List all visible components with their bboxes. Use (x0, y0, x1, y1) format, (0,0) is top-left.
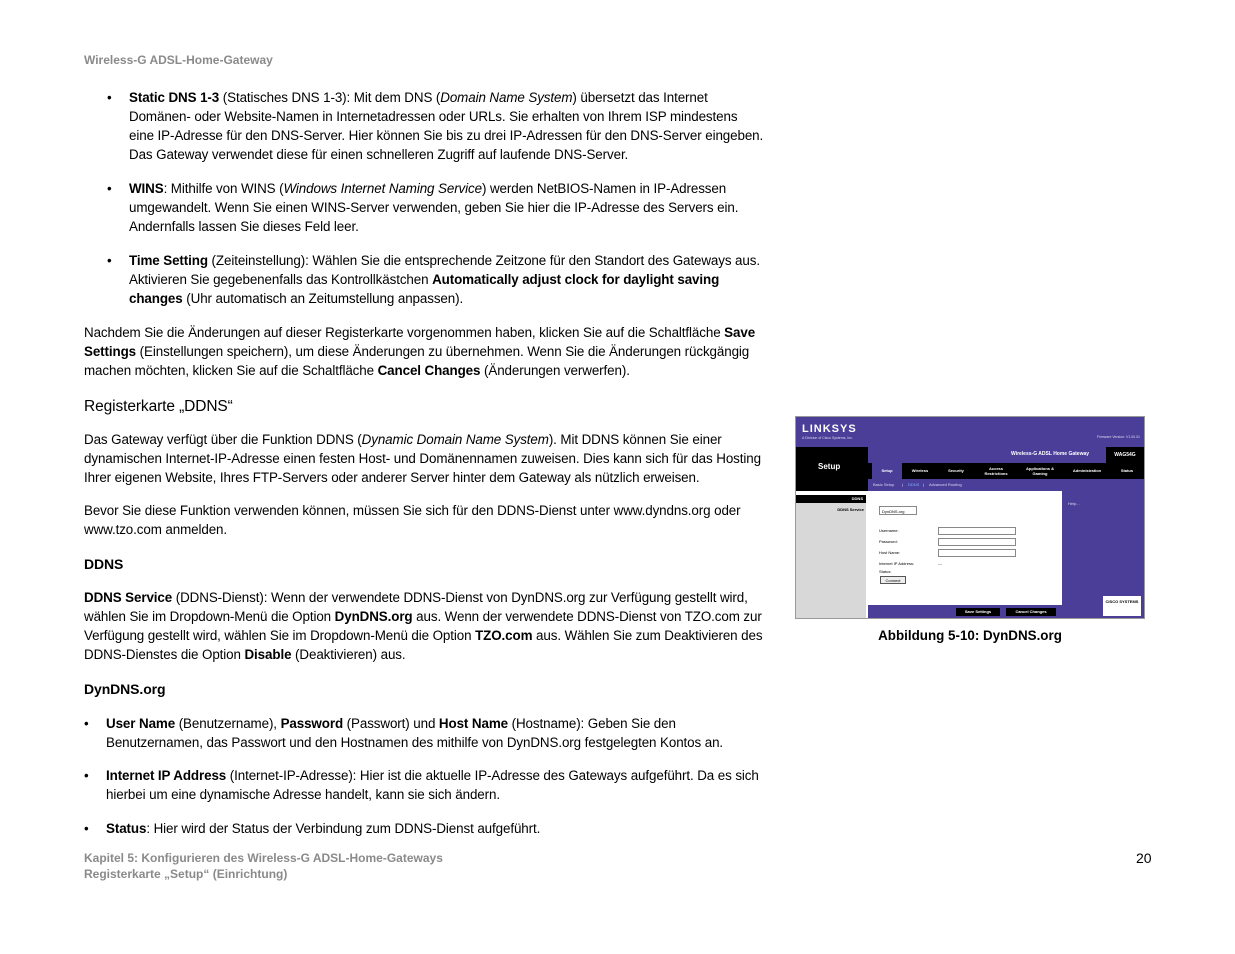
page-number: 20 (1136, 850, 1152, 866)
section-title-ddns-tab: Registerkarte „DDNS“ (84, 398, 233, 415)
subtab-divider: | (902, 482, 904, 487)
bullet-user-name: • User Name (Benutzername), Password (Passwort) und Host Name (Hostname): Geben Sie den Benutzernamen, das Passwort und den Hostnamen des mithilfe von DynDNS.org festgelegten Kontos an. (84, 714, 764, 752)
figure-screenshot-ddns (795, 416, 1145, 619)
footer-section: Registerkarte „Setup“ (Einrichtung) (84, 867, 288, 881)
connect-button[interactable]: Connect (880, 576, 906, 584)
paragraph-ddns-intro: Das Gateway verfügt über die Funktion DDNS (Dynamic Domain Name System). Mit DDNS können Sie einer dynamischen Internet-IP-Adresse einen festen Host- und Domänennamen zuweisen. Dies kann sich für das Hosting Ihrer eigenen Website, Ihres FTP-Servers oder anderer Server hinter dem Gateway als nützlich erweisen. (84, 432, 761, 485)
host-name-label: Host Name: (879, 550, 901, 555)
product-name: Wireless-G ADSL Home Gateway (1011, 451, 1090, 457)
status-label: Status: (879, 569, 892, 574)
running-footer (84, 850, 443, 882)
subtab-basic-setup[interactable]: Basic Setup (873, 482, 895, 487)
password-label: Password: (879, 539, 898, 544)
ddns-group-header: DDNS (796, 495, 866, 503)
running-header: Wireless-G ADSL-Home-Gateway (84, 53, 273, 67)
figure-caption: Abbildung 5-10: DynDNS.org (878, 628, 1062, 643)
internet-ip-label: Internet IP Address: (879, 561, 915, 566)
paragraph-ddns-register: Bevor Sie diese Funktion verwenden können, müssen Sie sich für den DDNS-Dienst unter www.dyndns.org oder www.tzo.com anmelden. (84, 503, 741, 537)
internet-ip-value: --- (938, 561, 942, 566)
subtab-ddns[interactable]: DDNS (908, 482, 920, 487)
product-bar (868, 447, 1144, 463)
heading-dyndns: DynDNS.org (84, 681, 166, 697)
bullet-internet-ip: • Internet IP Address (Internet-IP-Adresse): Hier ist die aktuelle IP-Adresse des Gateways aufgeführt. Da es sich hierbei um eine dynamische Adresse handelt, kann sie sich ändern. (84, 766, 764, 804)
password-input[interactable] (938, 538, 1016, 546)
tab-status[interactable]: Status (1120, 468, 1134, 473)
bullet-wins: • WINS: Mithilfe von WINS (Windows Internet Naming Service) werden NetBIOS-Namen in IP-Adressen umgewandelt. Wenn Sie einen WINS-Server verwenden, geben Sie hier die IP-Adresse des Servers ein. Andernfalls lassen Sie dieses Feld leer. (84, 179, 764, 236)
main-text-column (84, 88, 764, 838)
tab-wireless[interactable]: Wireless (911, 468, 929, 473)
section-label-setup: Setup (818, 462, 841, 471)
linksys-logo: LINKSYS (802, 423, 857, 435)
tab-access-restrictions[interactable]: Access Restrictions (984, 466, 1008, 476)
save-settings-button[interactable]: Save Settings (956, 608, 1000, 616)
heading-ddns: DDNS (84, 556, 124, 572)
bullet-time-setting: • Time Setting (Zeiteinstellung): Wählen Sie die entsprechende Zeitzone für den Standort des Gateways aus. Aktivieren Sie gegebenenfalls das Kontrollkästchen Automatically adjust clock for daylight saving changes (Uhr automatisch an Zeitumstellung anpassen). (84, 251, 764, 308)
left-label-column (796, 495, 866, 619)
ddns-service-label: DDNS Service (837, 507, 864, 512)
cisco-logo: CISCO SYSTEMS (1103, 596, 1141, 616)
ddns-service-select[interactable]: DynDNS.org (879, 506, 917, 515)
footer-chapter: Kapitel 5: Konfigurieren des Wireless-G ADSL-Home-Gateways (84, 851, 443, 865)
help-link[interactable]: Help... (1068, 501, 1080, 506)
tab-setup[interactable]: Setup (881, 468, 893, 473)
subtab-divider: | (923, 482, 925, 487)
username-label: Username: (879, 528, 899, 533)
subtab-advanced-routing[interactable]: Advanced Routing (929, 482, 962, 487)
username-input[interactable] (938, 527, 1016, 535)
tab-administration[interactable]: Administration (1072, 468, 1102, 473)
cancel-changes-button[interactable]: Cancel Changes (1006, 608, 1056, 616)
bullet-status: • Status: Hier wird der Status der Verbindung zum DDNS-Dienst aufgeführt. (84, 819, 764, 838)
host-name-input[interactable] (938, 549, 1016, 557)
logo-subtitle: A Division of Cisco Systems, Inc. (802, 436, 853, 440)
model-badge: WAG54G (1106, 447, 1144, 463)
paragraph-ddns-service: DDNS Service (DDNS-Dienst): Wenn der verwendete DDNS-Dienst von DynDNS.org zur Verfügung gestellt wird, wählen Sie im Dropdown-Menü die Option DynDNS.org aus. Wenn der verwendete DDNS-Dienst von TZO.com zur Verfügung gestellt wird, wählen Sie im Dropdown-Menü die Option TZO.com aus. Wählen Sie zum Deaktivieren des DDNS-Dienstes die Option Disable (Deaktivieren) aus. (84, 590, 763, 662)
tab-applications-gaming[interactable]: Applications & Gaming (1025, 466, 1054, 476)
bullet-static-dns: • Static DNS 1-3 (Statisches DNS 1-3): Mit dem DNS (Domain Name System) übersetzt das Internet Domänen- oder Website-Namen in Internetadressen oder URLs. Sie erhalten von Ihrem ISP mindestens eine IP-Adresse für den DNS-Server. Hier können Sie bis zu drei IP-Adressen für den DNS-Server eingeben. Das Gateway verwendet diese für einen schnelleren Zugriff auf laufende DNS-Server. (84, 88, 764, 164)
paragraph-save-cancel: Nachdem Sie die Änderungen auf dieser Registerkarte vorgenommen haben, klicken Sie auf die Schaltfläche Save Settings (Einstellungen speichern), um diese Änderungen zu übernehmen. Wenn Sie die Änderungen rückgängig machen möchten, klicken Sie auf die Schaltfläche Cancel Changes (Änderungen verwerfen). (84, 325, 756, 378)
tab-security[interactable]: Security (948, 468, 964, 473)
firmware-version: Firmware Version: V1.00.01 (1096, 435, 1140, 439)
